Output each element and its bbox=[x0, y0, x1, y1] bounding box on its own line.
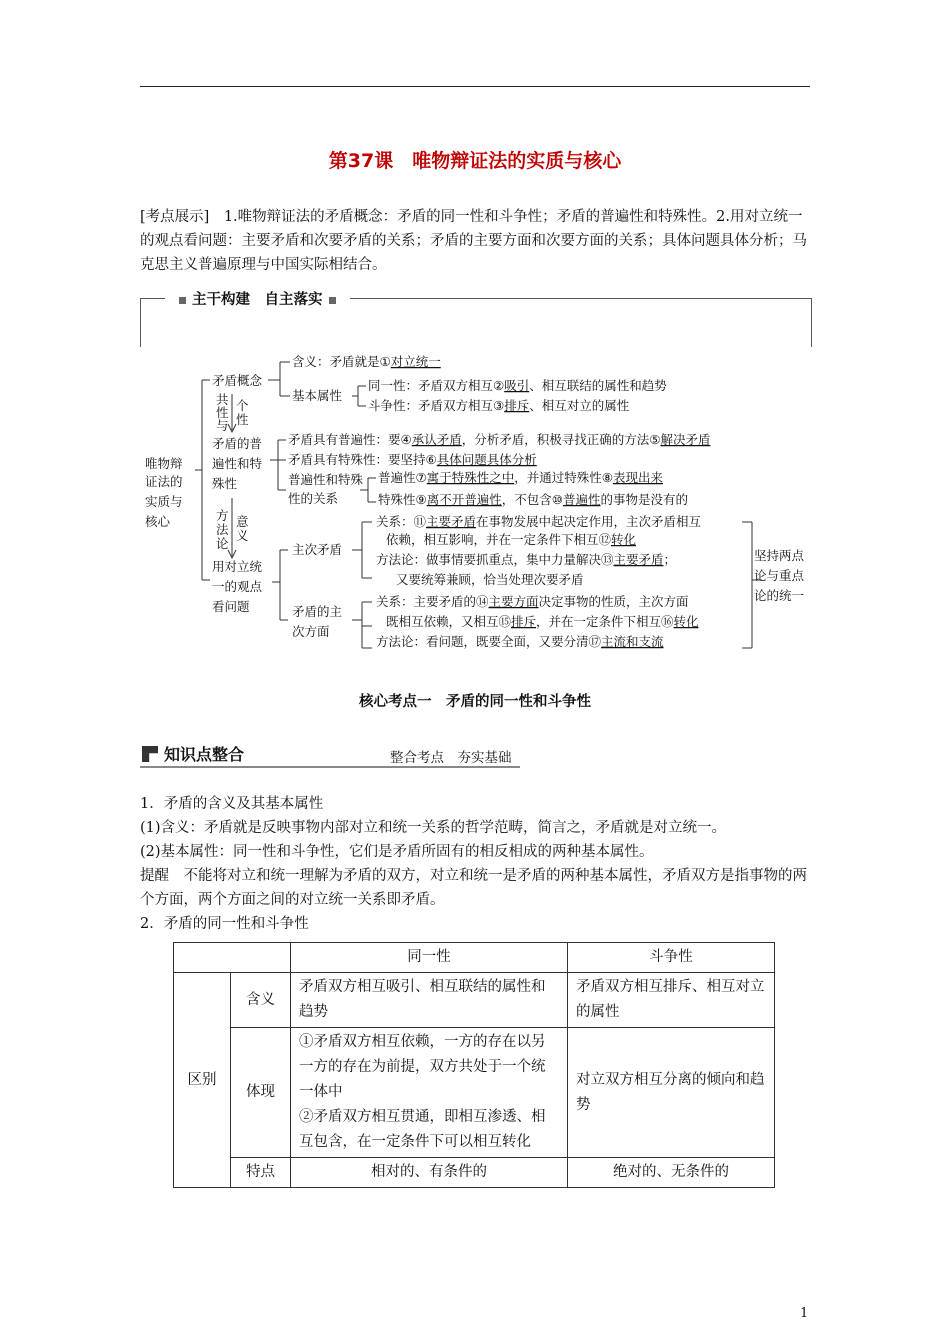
kaodian-text: 1.唯物辩证法的矛盾概念：矛盾的同一性和斗争性；矛盾的普遍性和特殊性。2.用对立统一的观点看问题：主要矛盾和次要矛盾的关系；矛盾的主要方面和次要方面的关系；具体问题具体分析；马克思主义普遍原理与中国实际相结合。 bbox=[140, 209, 807, 273]
svg-text:方法论：做事情要抓重点，集中力量解决⑬主要矛盾；: 方法论：做事情要抓重点，集中力量解决⑬主要矛盾； bbox=[376, 552, 677, 567]
svg-text:性: 性 bbox=[216, 405, 229, 420]
svg-text:又要统筹兼顾，恰当处理次要矛盾: 又要统筹兼顾，恰当处理次要矛盾 bbox=[396, 572, 584, 587]
svg-text:方法论：看问题，既要全面，又要分清⑰主流和支流: 方法论：看问题，既要全面，又要分清⑰主流和支流 bbox=[376, 634, 664, 649]
knowledge-heading: 知识点整合 bbox=[142, 742, 244, 765]
svg-text:性的关系: 性的关系 bbox=[288, 491, 339, 506]
svg-text:论: 论 bbox=[216, 536, 229, 551]
svg-text:基本属性: 基本属性 bbox=[292, 388, 343, 403]
svg-text:斗争性：矛盾双方相互③排斥、相互对立的属性: 斗争性：矛盾双方相互③排斥、相互对立的属性 bbox=[368, 398, 630, 413]
svg-text:矛盾的普: 矛盾的普 bbox=[212, 436, 263, 451]
svg-text:个: 个 bbox=[236, 398, 249, 413]
svg-text:特殊性⑨离不开普遍性，不包含⑩普遍性的事物是没有的: 特殊性⑨离不开普遍性，不包含⑩普遍性的事物是没有的 bbox=[378, 492, 688, 507]
svg-text:普遍性和特殊: 普遍性和特殊 bbox=[288, 472, 364, 487]
svg-text:共: 共 bbox=[216, 392, 229, 407]
svg-text:论的统一: 论的统一 bbox=[754, 588, 805, 603]
svg-text:矛盾具有特殊性：要坚持⑥具体问题具体分析: 矛盾具有特殊性：要坚持⑥具体问题具体分析 bbox=[288, 452, 537, 467]
svg-text:一的观点: 一的观点 bbox=[212, 579, 263, 594]
svg-text:关系：⑪主要矛盾在事物发展中起决定作用，主次矛盾相互: 关系：⑪主要矛盾在事物发展中起决定作用，主次矛盾相互 bbox=[376, 514, 702, 529]
svg-text:坚持两点: 坚持两点 bbox=[754, 548, 805, 563]
root-line-4: 核心 bbox=[145, 514, 171, 529]
svg-text:主次矛盾: 主次矛盾 bbox=[292, 542, 343, 557]
svg-text:与: 与 bbox=[216, 418, 229, 433]
root-line-1: 唯物辩 bbox=[145, 456, 183, 471]
kaodian-paragraph bbox=[140, 205, 815, 277]
svg-text:用对立统: 用对立统 bbox=[212, 559, 263, 574]
page-title: 第37课 唯物辩证法的实质与核心 bbox=[328, 150, 622, 172]
root-line-3: 实质与 bbox=[145, 494, 183, 509]
svg-text:关系：主要矛盾的⑭主要方面决定事物的性质，主次方面: 关系：主要矛盾的⑭主要方面决定事物的性质，主次方面 bbox=[376, 594, 689, 609]
svg-text:看问题: 看问题 bbox=[212, 599, 250, 614]
page-number: 1 bbox=[800, 1306, 809, 1321]
body-text: 1．矛盾的含义及其基本属性 (1)含义：矛盾就是反映事物内部对立和统一关系的哲学范畴，简言之，矛盾就是对立统一。 (2)基本属性：同一性和斗争性，它们是矛盾所固有的相反相成的两种基本属性。 提醒 不能将对立和统一理解为矛盾的双方，对立和统一是矛盾的两种基本属性，矛盾双方是指事物的两个方面，两个方面之间的对立统一关系即矛盾。 2．矛盾的同一性和斗争性 bbox=[140, 796, 807, 932]
svg-text:矛盾的主: 矛盾的主 bbox=[292, 604, 343, 619]
svg-text:含义：矛盾就是①对立统一: 含义：矛盾就是①对立统一 bbox=[292, 354, 441, 369]
top-rule bbox=[140, 86, 810, 87]
node-concept: 矛盾概念 bbox=[212, 373, 263, 388]
svg-text:同一性：矛盾双方相互②吸引、相互联结的属性和趋势: 同一性：矛盾双方相互②吸引、相互联结的属性和趋势 bbox=[368, 378, 667, 393]
kaodian-label: [考点展示] bbox=[140, 209, 210, 225]
core-title: 核心考点一 矛盾的同一性和斗争性 bbox=[359, 694, 591, 710]
svg-text:方: 方 bbox=[216, 508, 229, 523]
knowledge-underline bbox=[140, 766, 520, 768]
svg-text:义: 义 bbox=[236, 528, 249, 543]
root-line-2: 证法的 bbox=[145, 474, 183, 489]
svg-text:法: 法 bbox=[216, 522, 229, 537]
svg-text:殊性: 殊性 bbox=[212, 476, 238, 491]
svg-text:依赖，相互影响，并在一定条件下相互⑫转化: 依赖，相互影响，并在一定条件下相互⑫转化 bbox=[386, 532, 637, 547]
svg-text:遍性和特: 遍性和特 bbox=[212, 456, 263, 471]
svg-text:既相互依赖，又相互⑮排斥，并在一定条件下相互⑯转化: 既相互依赖，又相互⑮排斥，并在一定条件下相互⑯转化 bbox=[386, 614, 699, 629]
svg-text:次方面: 次方面 bbox=[292, 624, 330, 639]
svg-text:普遍性⑦寓于特殊性之中，并通过特殊性⑧表现出来: 普遍性⑦寓于特殊性之中，并通过特殊性⑧表现出来 bbox=[378, 470, 663, 485]
svg-text:矛盾具有普遍性：要④承认矛盾，分析矛盾，积极寻找正确的方法⑤: 矛盾具有普遍性：要④承认矛盾，分析矛盾，积极寻找正确的方法⑤解决矛盾 bbox=[288, 432, 711, 447]
concept-diagram bbox=[140, 350, 830, 660]
svg-text:性: 性 bbox=[236, 412, 249, 427]
section-box-label: 主干构建 自主落实 bbox=[165, 288, 350, 309]
corner-icon bbox=[142, 746, 158, 762]
svg-text:意: 意 bbox=[236, 514, 249, 529]
comparison-table: 同一性 斗争性 区别 含义 矛盾双方相互吸引、相互联结的属性和趋势 矛盾双方相互排斥、相互对立的属性 体现 ①矛盾双方相互依赖，一方的存在以另一方的存在为前提，双方共处于一个统一体中 ②矛盾双方相互贯通，即相互渗透、相互包含，在一定条件下可以相互转化 对立双方相互分离的倾向和趋势 特点 相对的、有条件的 绝对的、无条件的 bbox=[173, 942, 775, 1188]
svg-text:论与重点: 论与重点 bbox=[754, 568, 805, 583]
knowledge-subtitle: 整合考点 夯实基础 bbox=[390, 750, 512, 766]
